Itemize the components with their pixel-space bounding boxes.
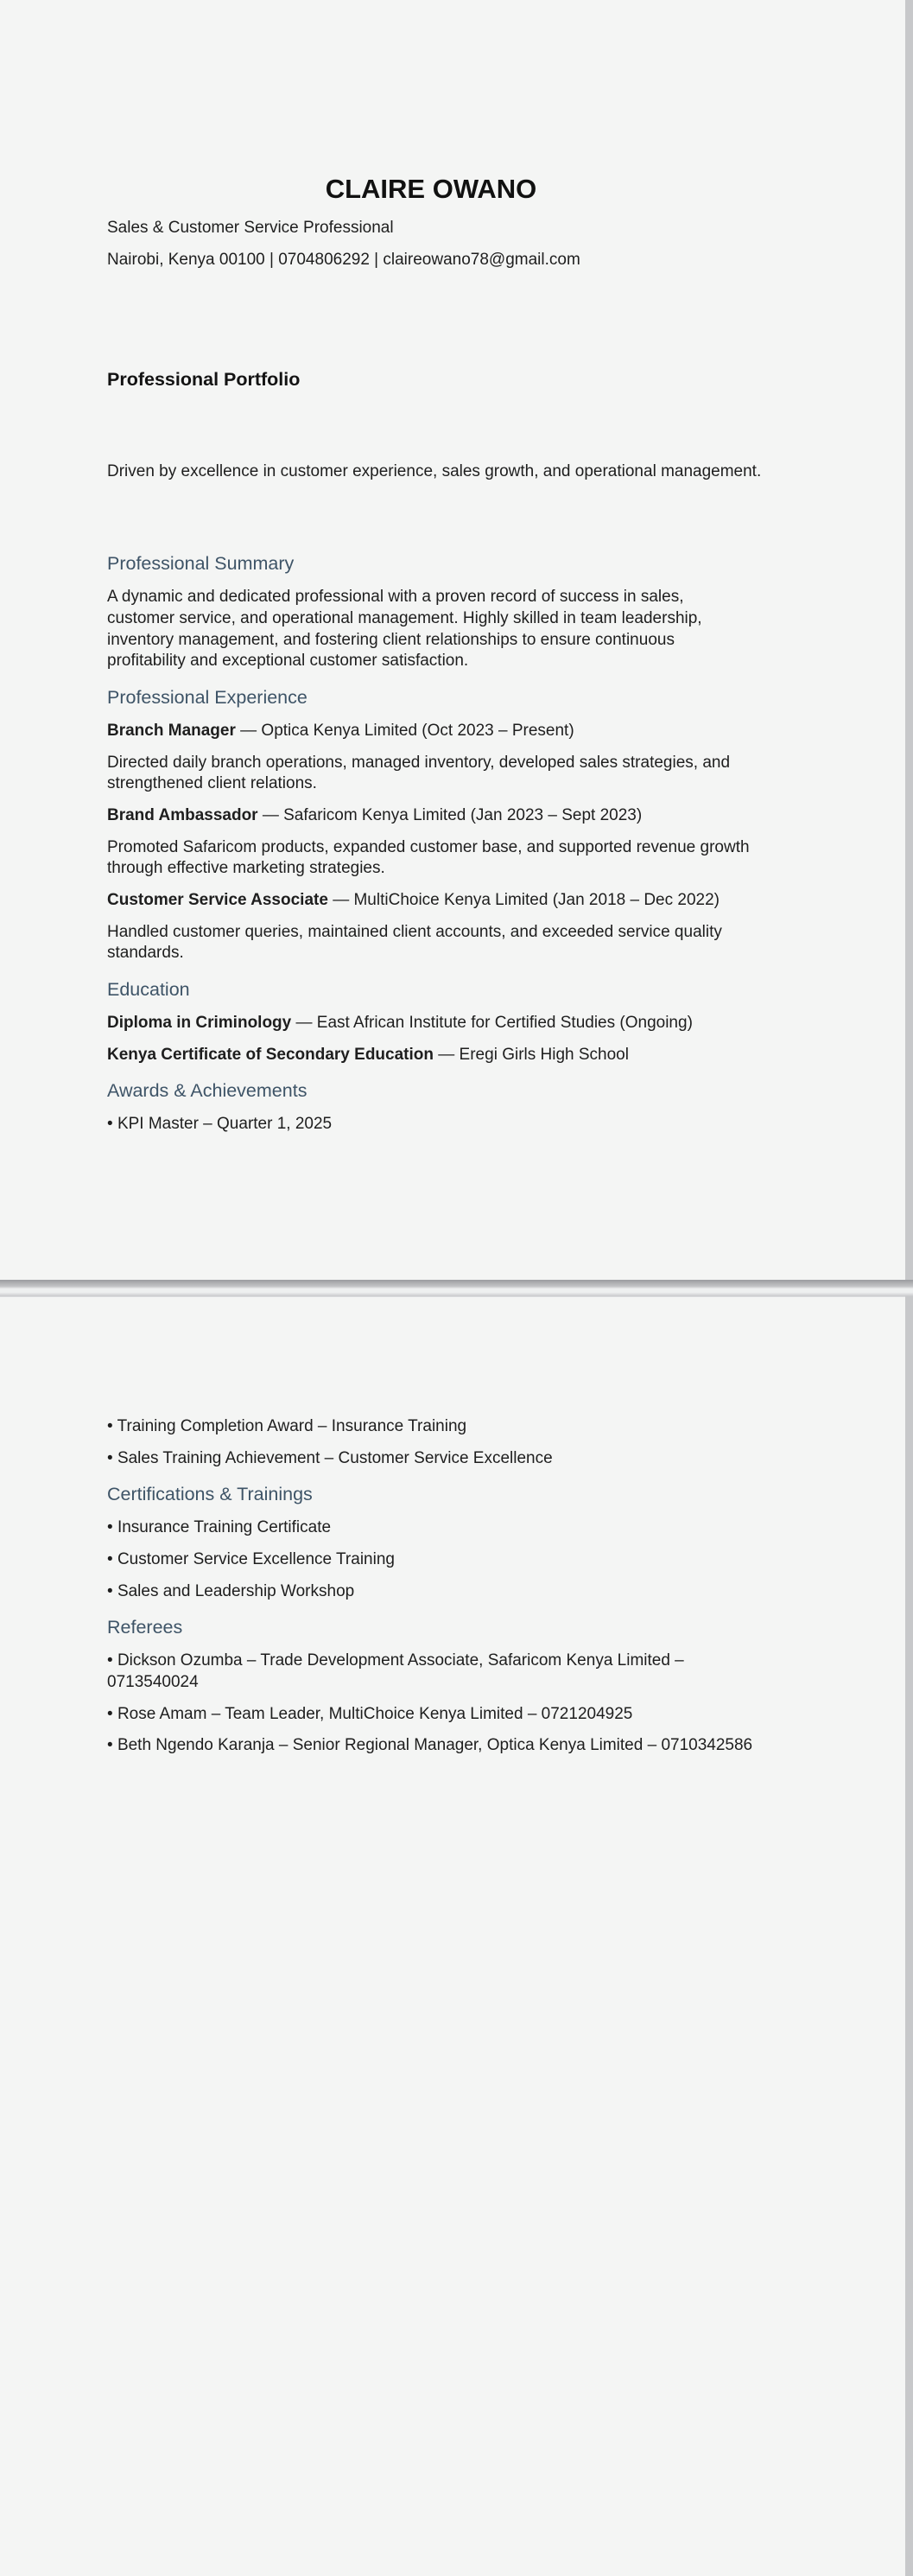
candidate-title: Sales & Customer Service Professional <box>107 219 394 238</box>
certification-item-text: Sales and Leadership Workshop <box>117 1581 355 1600</box>
award-item-text: Training Completion Award – Insurance Training <box>117 1417 467 1435</box>
degree-meta: — Eregi Girls High School <box>434 1045 629 1064</box>
referee-item <box>107 1651 712 1693</box>
job-meta: — MultiChoice Kenya Limited (Jan 2018 – Dec 2022) <box>327 890 720 909</box>
certification-item <box>107 1549 755 1571</box>
bullet-icon: • <box>107 1581 113 1600</box>
degree-meta: — East African Institute for Certified Studies (Ongoing) <box>291 1013 693 1032</box>
referee-item <box>107 1735 755 1757</box>
candidate-name: CLAIRE OWANO <box>325 174 537 204</box>
certification-item-text: Customer Service Excellence Training <box>117 1550 395 1568</box>
bullet-icon: • <box>107 1417 113 1435</box>
bullet-icon: • <box>107 1550 113 1568</box>
degree-title: Diploma in Criminology <box>107 1013 292 1032</box>
section-heading-certifications: Certifications & Trainings <box>107 1484 313 1505</box>
job-description: Handled customer queries, maintained client accounts, and exceeded service quality standards. <box>107 922 722 963</box>
job-meta: — Safaricom Kenya Limited (Jan 2023 – Sept 2023) <box>257 805 643 824</box>
job-entry <box>107 890 755 912</box>
job-entry <box>107 805 755 827</box>
page-break-gap <box>0 1280 913 1296</box>
award-item <box>107 1416 755 1438</box>
referee-item-text: Dickson Ozumba – Trade Development Associate, Safaricom Kenya Limited – 0713540024 <box>107 1651 684 1691</box>
bullet-icon: • <box>107 1736 113 1755</box>
certification-item <box>107 1517 755 1539</box>
section-heading-education: Education <box>107 979 190 1000</box>
job-meta: — Optica Kenya Limited (Oct 2023 – Present) <box>235 721 574 740</box>
bullet-icon: • <box>107 1518 113 1537</box>
referee-item-text: Rose Amam – Team Leader, MultiChoice Kenya Limited – 0721204925 <box>117 1704 633 1723</box>
section-heading-experience: Professional Experience <box>107 686 308 708</box>
job-title: Customer Service Associate <box>107 890 328 909</box>
summary-text: A dynamic and dedicated professional with a proven record of success in sales, customer service, and operational management. Highly skilled in team leadership, inventory management, and fostering client relationships to ensure continuous profitability and exceptional customer satisfaction. <box>107 588 702 671</box>
job-description: Promoted Safaricom products, expanded customer base, and supported revenue growth through effective marketing strategies. <box>107 837 750 878</box>
education-entry <box>107 1045 755 1066</box>
job-title: Brand Ambassador <box>107 805 258 824</box>
portfolio-tagline: Driven by excellence in customer experience, sales growth, and operational management. <box>107 461 762 480</box>
referee-item-text: Beth Ngendo Karanja – Senior Regional Manager, Optica Kenya Limited – 0710342586 <box>117 1736 753 1755</box>
job-entry <box>107 721 755 742</box>
bullet-icon: • <box>107 1448 113 1467</box>
section-heading-awards: Awards & Achievements <box>107 1080 308 1102</box>
resume-page-1 <box>0 0 905 1280</box>
bullet-icon: • <box>107 1704 113 1723</box>
contact-line: Nairobi, Kenya 00100 | 0704806292 | claireowano78@gmail.com <box>107 250 580 269</box>
portfolio-heading: Professional Portfolio <box>107 368 301 390</box>
degree-title: Kenya Certificate of Secondary Education <box>107 1045 434 1064</box>
award-item <box>107 1114 755 1135</box>
referee-item <box>107 1704 755 1726</box>
section-heading-referees: Referees <box>107 1617 183 1638</box>
resume-page-2 <box>0 1296 905 2576</box>
education-entry <box>107 1013 755 1034</box>
award-item <box>107 1448 755 1470</box>
section-heading-summary: Professional Summary <box>107 553 295 575</box>
award-item-text: KPI Master – Quarter 1, 2025 <box>117 1115 333 1134</box>
bullet-icon: • <box>107 1651 113 1670</box>
job-title: Branch Manager <box>107 721 236 740</box>
award-item-text: Sales Training Achievement – Customer Service Excellence <box>117 1448 553 1467</box>
certification-item-text: Insurance Training Certificate <box>117 1518 332 1537</box>
bullet-icon: • <box>107 1115 113 1134</box>
job-description: Directed daily branch operations, managed inventory, developed sales strategies, and strengthened client relations. <box>107 753 731 793</box>
certification-item <box>107 1581 755 1603</box>
